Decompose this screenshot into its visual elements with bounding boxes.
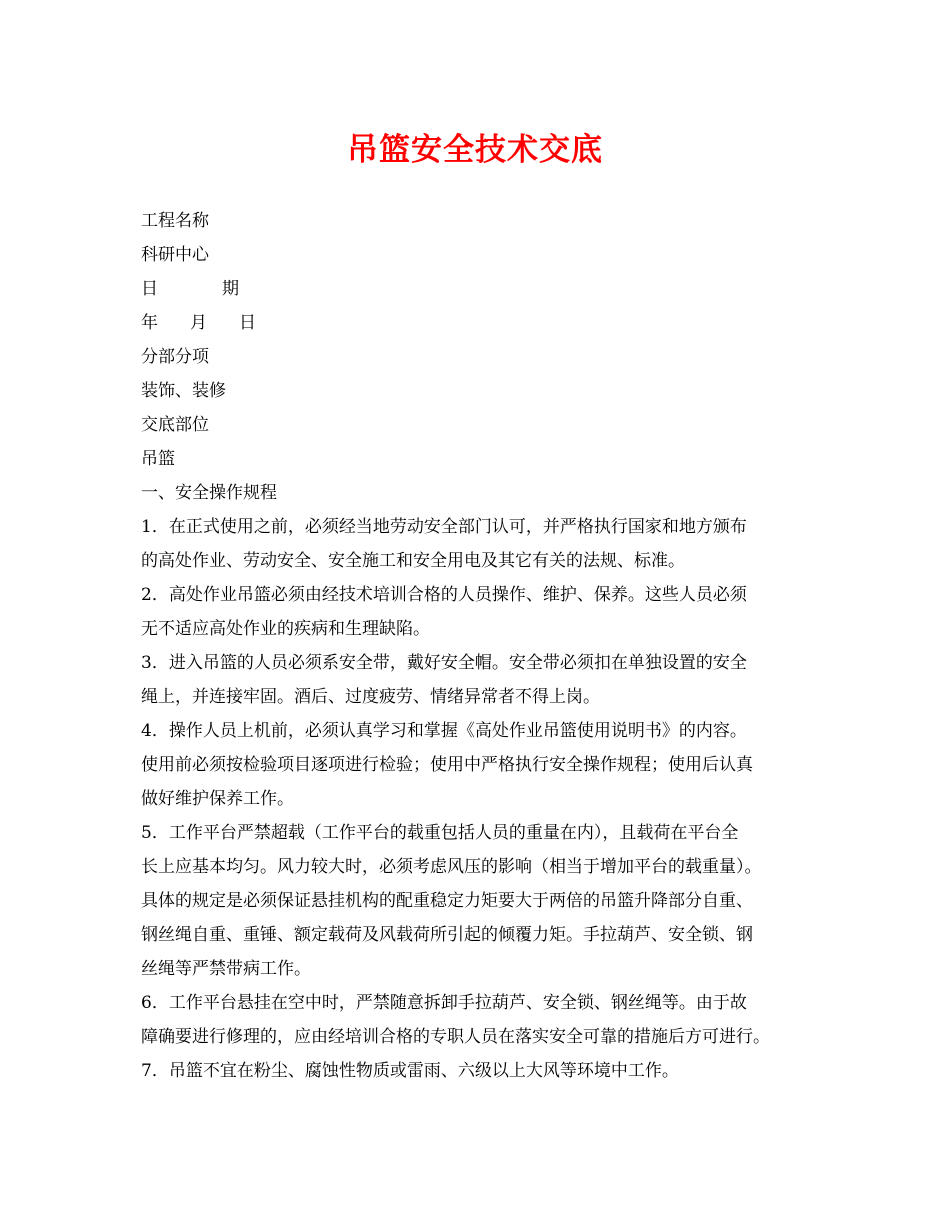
- body-line: 具体的规定是必须保证悬挂机构的配重稳定力矩要大于两倍的吊篮升降部分自重、: [141, 891, 753, 911]
- body-line: 绳上，并连接牢固。酒后、过度疲劳、情绪异常者不得上岗。: [141, 687, 600, 707]
- date-day: 日: [239, 313, 256, 333]
- document-title: 吊篮安全技术交底: [347, 132, 603, 168]
- body-line: 使用前必须按检验项目逐项进行检验；使用中严格执行安全操作规程；使用后认真: [141, 755, 753, 775]
- body-line: 5．工作平台严禁超载（工作平台的载重包括人员的重量在内），且载荷在平台全: [141, 823, 739, 843]
- subdivision-value: 装饰、装修: [141, 381, 226, 401]
- date-month: 月: [190, 313, 207, 333]
- project-name-value: 科研中心: [141, 245, 209, 265]
- body-line: 2．高处作业吊篮必须由经技术培训合格的人员操作、维护、保养。这些人员必须: [141, 585, 747, 605]
- body-line: 7．吊篮不宜在粉尘、腐蚀性物质或雷雨、六级以上大风等环境中工作。: [141, 1061, 679, 1081]
- body-line: 3．进入吊篮的人员必须系安全带，戴好安全帽。安全带必须扣在单独设置的安全: [141, 653, 747, 673]
- document-body: [141, 204, 821, 1088]
- date-year: 年: [141, 313, 158, 333]
- date-label-part-1: 日: [141, 279, 158, 299]
- location-value: 吊篮: [141, 449, 175, 469]
- body-line: 做好维护保养工作。: [141, 789, 294, 809]
- location-label: 交底部位: [141, 415, 209, 435]
- body-line: 障确要进行修理的，应由经培训合格的专职人员在落实安全可靠的措施后方可进行。: [141, 1027, 770, 1047]
- date-label-part-2: 期: [222, 279, 239, 299]
- date-value: [141, 306, 821, 340]
- body-line: 丝绳等严禁带病工作。: [141, 959, 311, 979]
- section-heading: 一、安全操作规程: [141, 483, 277, 503]
- body-line: 长上应基本均匀。风力较大时，必须考虑风压的影响（相当于增加平台的载重量）。: [141, 857, 762, 877]
- subdivision-label: 分部分项: [141, 347, 209, 367]
- date-label: [141, 272, 821, 306]
- body-line: 的高处作业、劳动安全、安全施工和安全用电及其它有关的法规、标准。: [141, 551, 685, 571]
- body-line: 6．工作平台悬挂在空中时，严禁随意拆卸手拉葫芦、安全锁、钢丝绳等。由于故: [141, 993, 747, 1013]
- body-line: 钢丝绳自重、重锤、额定载荷及风载荷所引起的倾覆力矩。手拉葫芦、安全锁、钢: [141, 925, 753, 945]
- project-name-label: 工程名称: [141, 211, 209, 231]
- body-line: 4．操作人员上机前，必须认真学习和掌握《高处作业吊篮使用说明书》的内容。: [141, 721, 747, 741]
- body-line: 无不适应高处作业的疾病和生理缺陷。: [141, 619, 430, 639]
- body-line: 1．在正式使用之前，必须经当地劳动安全部门认可，并严格执行国家和地方颁布: [141, 517, 747, 537]
